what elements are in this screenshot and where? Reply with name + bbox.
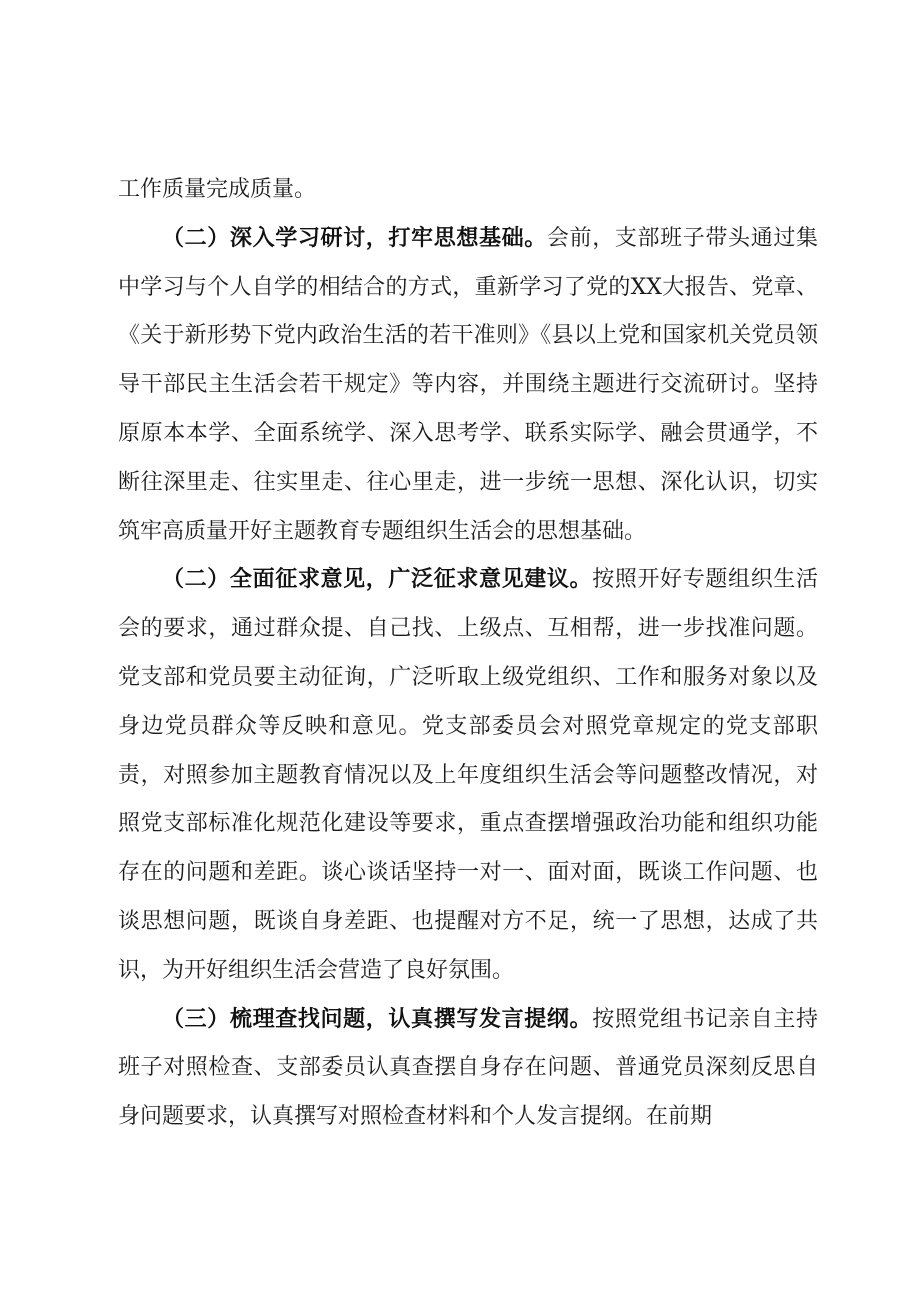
- section-heading: （三）梳理查找问题，认真撰写发言提纲。: [162, 1006, 593, 1032]
- section-heading: （二）深入学习研讨，打牢思想基础。: [162, 225, 547, 251]
- section-body: 按照开好专题组织生活会的要求，通过群众提、自己找、上级点、互相帮，进一步找准问题。党支部和党员要主动征询，广泛听取上级党组织、工作和服务对象以及身边党员群众等反映和意见。党支部委员会对照党章规定的党支部职责，对照参加主题教育情况以及上年度组织生活会等问题整改情况，对照党支部标准化规范化建设等要求，重点查摆增强政治功能和组织功能存在的问题和差距。谈心谈话坚持一对一、面对面，既谈工作问题、也谈思想问题，既谈自身差距、也提醒对方不足，统一了思想，达成了共识，为开好组织生活会营造了良好氛围。: [118, 567, 818, 983]
- section-body: 按照党组书记亲自主持班子对照检查、支部委员认真查摆自身存在问题、普通党员深刻反思自身问题要求，认真撰写对照检查材料和个人发言提纲。在前期: [118, 1006, 818, 1130]
- section-body: 会前，支部班子带头通过集中学习与个人自学的相结合的方式，重新学习了党的XX大报告、党章、《关于新形势下党内政治生活的若干准则》《县以上党和国家机关党员领导干部民主生活会若干规定》等内容，并围绕主题进行交流研讨。坚持原原本本学、全面系统学、深入思考学、联系实际学、融会贯通学，不断往深里走、往实里走、往心里走，进一步统一思想、深化认识，切实筑牢高质量开好主题教育专题组织生活会的思想基础。: [118, 225, 818, 544]
- document-body: [118, 166, 818, 1142]
- section-study-discussion: [118, 215, 818, 557]
- section-solicit-opinions: [118, 556, 818, 995]
- section-heading: （二）全面征求意见，广泛征求意见建议。: [162, 567, 593, 593]
- section-identify-problems: [118, 996, 818, 1142]
- continuation-paragraph: 工作质量完成质量。: [118, 177, 317, 202]
